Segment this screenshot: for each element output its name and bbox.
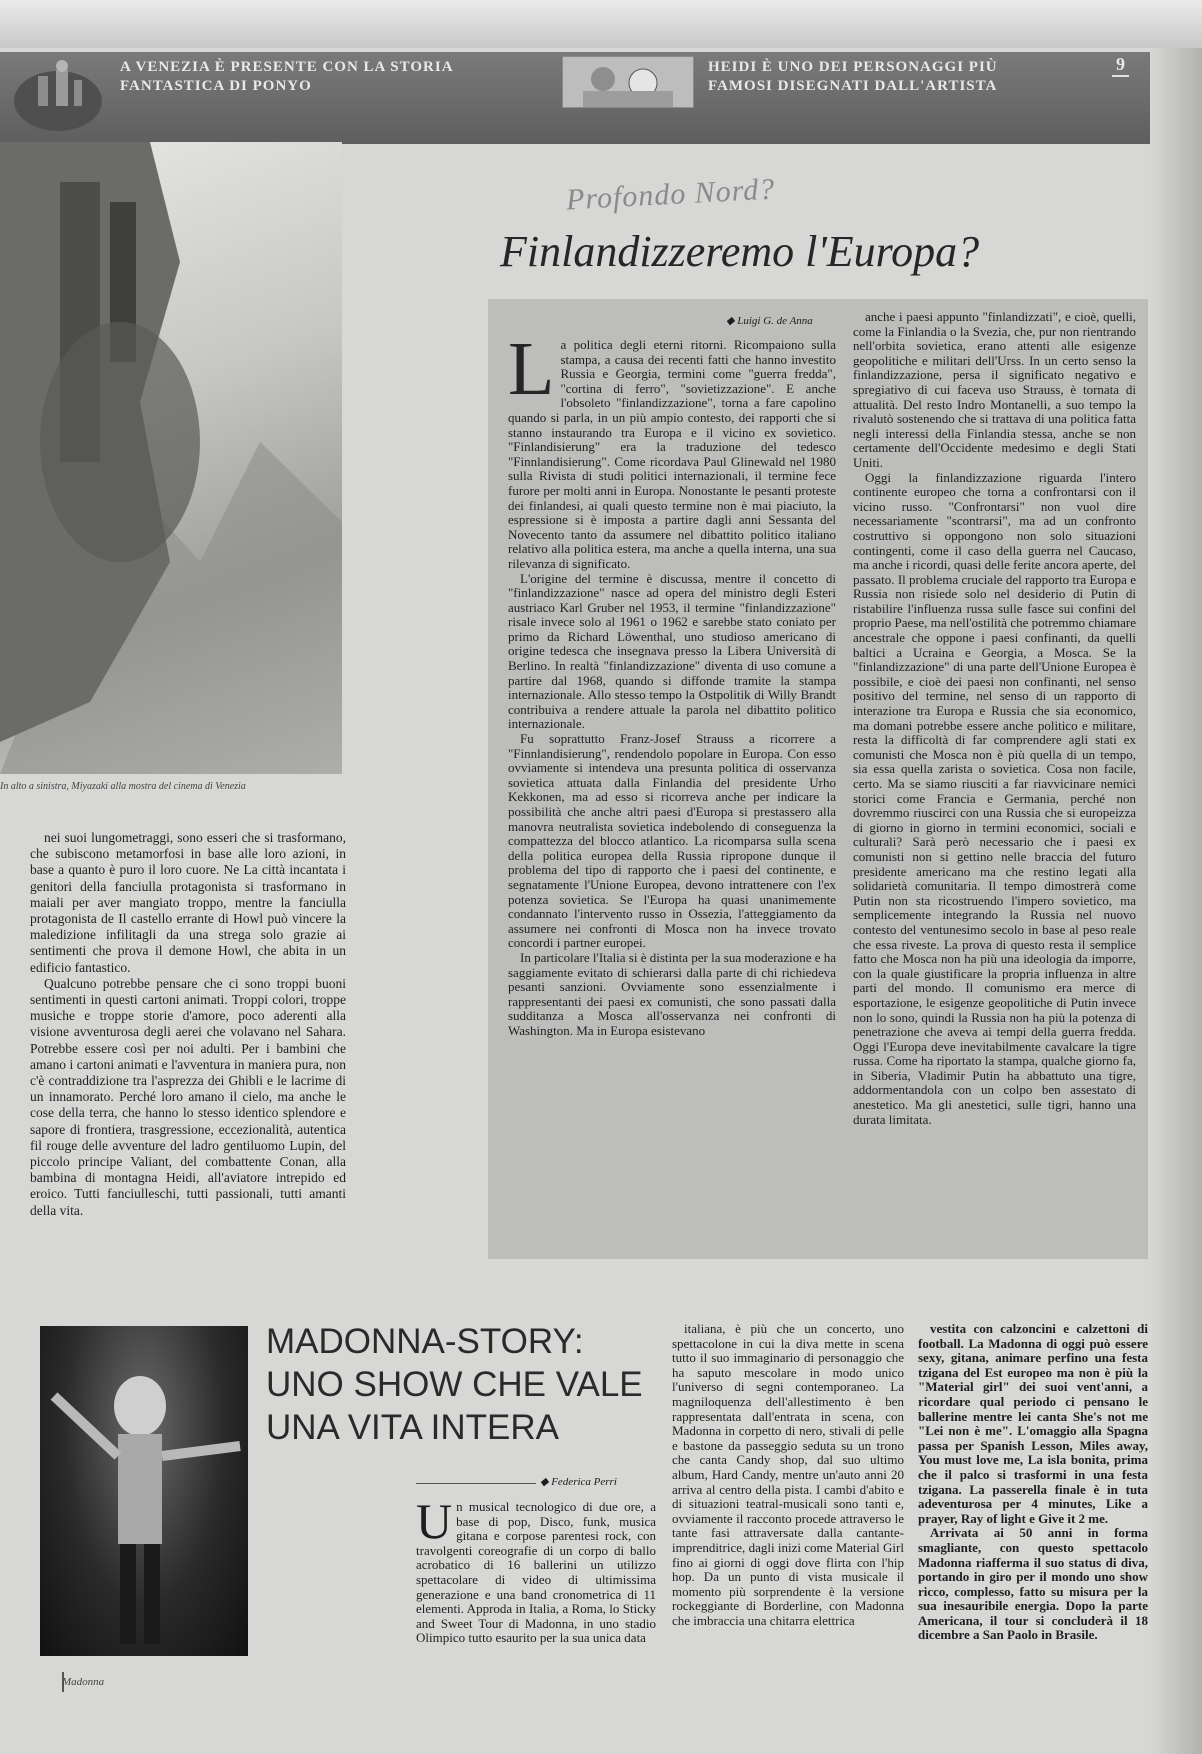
- madonna-column-3: [918, 1322, 1148, 1643]
- headline-line: UNO SHOW CHE VALE: [266, 1365, 643, 1404]
- madonna-column-1: [416, 1493, 656, 1646]
- madonna-paragraph: vestita con calzoncini e calzettoni di football. La Madonna di oggi può essere sexy, gitana, animare perfino una festa tzigana del Est europeo ma non è più la "Material girl" dei suoi vent'anni, a ricordare qual periodo ci pensano le ballerine mentre lei canta She's not me "Lei non è me". L'omaggio alla Spagna passa per Spanish Lesson, Miles away, You must love me, La isla bonita, prima che il palco si trasformi in una festa tzigana. La passerella finale è in tuta adeventurosa per 4 minutes, Like a prayer, Ray of light e Give it 2 me.: [918, 1321, 1148, 1526]
- page-fold: [0, 0, 1202, 48]
- left-paragraph: Qualcuno potrebbe pensare che ci sono troppi buoni sentimenti in questi cartoni animati. Troppi colori, troppe musiche e troppe storie d'amore, poco aderenti alla visione avventurosa degli aerei che volavano nel Sahara. Potrebbe essere così per noi adulti. Per i bambini che amano i cartoni animati e l'avventura in maniera pura, non c'è contraddizione tra l'asprezza dei Ghibli e le lacrime di un innamorato. Perché loro amano il cielo, ma anche le cose della terra, che hanno lo stesso identico splendore e sapore di frontiera, trasgressione, eccezionalità, autentica fil rouge delle avventure del ladro gentiluomo Lupin, del piccolo principe Valiant, del combattente Conan, alla bambina di montagna Heidi, all'aviatore intrepido ed eroico. Tutti fanciulleschi, tutti passionali, tutti amanti della vita.: [30, 975, 346, 1218]
- byline-rule: [416, 1483, 536, 1484]
- drop-cap: L: [508, 327, 555, 411]
- header-left-text: A VENEZIA È PRESENTE CON LA STORIA FANTASTICA DI PONYO: [120, 59, 453, 94]
- heidi-thumbnail: [562, 56, 694, 108]
- article-paragraph: Fu soprattutto Franz-Josef Strauss a ricorrere a "Finnlandisierung", rendendolo popolare in Europa. Con esso ovviamente si intendeva una presunta politica di osservanza sovietica attuata dalla Finlandia del presidente Urho Kekkonen, ma ad esso si ricorreva anche per indicare la possibilità che anche altri paesi d'Europa si prestassero alla manovra neutralista sovietica indebolendo di conseguenza la compattezza del blocco atlantico. La ricomparsa sulla scena della politica europea della Russia ripropone dunque il problema del tipo di rapporto che i paesi del continente, e segnatamente l'Unione Europea, devono intrattenere con l'ex potenza sovietica. Se l'Europa ha quasi unanimemente condannato l'intervento russo in Ossezia, l'atteggiamento da assumere nei confronti di Mosca non ha invece trovato concordi i partner europei.: [508, 731, 836, 951]
- headline-line: UNA VITA INTERA: [266, 1408, 560, 1447]
- left-paragraph: nei suoi lungometraggi, sono esseri che si trasformano, che subiscono metamorfosi in base alle loro azioni, in base a quanto è puro il loro cuore. Ne La città incantata i genitori della fanciulla protagonista si trasformano in maiali per aver mangiato troppo, mentre la fanciulla protagonista de Il castello errante di Howl può vincere la maledizione infilitagli da una strega solo grazie ai sentimenti che prova il demone Howl, che abita in un edificio fantastico.: [30, 830, 346, 975]
- madonna-caption: Madonna: [62, 1676, 105, 1688]
- article-title: Finlandizzeremo l'Europa?: [500, 227, 980, 276]
- page-number: 9: [1112, 54, 1129, 77]
- article-paragraph: In particolare l'Italia si è distinta per la sua moderazione e ha saggiamente evitato di schierarsi dalla parte di chi richiedeva pesanti sanzioni. Ovviamente sono essenzialmente i rappresentanti dei paesi ex comunisti, che sono passati dalla sudditanza a Mosca all'osservanza nei confronti di Washington. Ma in Europa esistevano: [508, 949, 837, 1038]
- article-paragraph: anche i paesi appunto "finlandizzati", e cioè, quelli, come la Finlandia o la Svezia, che, pur non rientrando nell'orbita sovietica, erano attenti alle esigenze geopolitiche e militari dell'Urss. In un certo senso la finlandizzazione, persa il significato negativo e spregiativo di cui faceva uso Strauss, è tornata di attualità. Del resto Indro Montanelli, a suo tempo la rivalutò sostenendo che si trattava di una politica fatta negli interessi della Finlandia stessa, anche se non certamente dell'Occidente medesimo e degli Stati Uniti.: [853, 309, 1136, 470]
- madonna-paragraph: Un musical tecnologico di due ore, a base di pop, Disco, funk, musica gitana e corpose parentesi rock, con travolgenti coreografie di un corpo di ballo acrobatico di 16 ballerini un utilizzo spettacolare di video di ultimissima generazione e una band cronometrica di 11 elementi. Approda in Italia, a Roma, lo Sticky and Sweet Tour di Madonna, in uno stadio Olimpico tutto esaurito per la sua unica data: [416, 1493, 656, 1646]
- article-byline: ◆ Luigi G. de Anna: [726, 315, 813, 327]
- madonna-paragraph: italiana, è più che un concerto, uno spettacolone in cui la diva mette in scena tutto il suo immaginario di personaggio che ha saputo mescolare in modo unico l'universo di segni contemporaneo. La magniloquenza dell'allestimento è ben rappresentata dall'entrata in scena, con Madonna in corpetto di nero, stivali di pelle e bastone da passeggio seduta su un trono che canta Candy shop, dal suo ultimo album, Hard Candy, mentre un'auto anni 20 arriva al centro della pista. I cambi d'abito e di situazioni teatral-musicali sono tanti e, ovviamente il racconto procede attraverso le tante fasi attraversate dalla cantante-imprenditrice, dagli inizi come Material Girl fino ai giorni di oggi dove flirta con l'hip hop. Da un punto di vista musicale il momento più sorprendente è la versione rockeggiante di Borderline, con Madonna che imbraccia una chitarra elettrica: [672, 1321, 904, 1628]
- page-edge-shadow: [1150, 48, 1202, 1754]
- madonna-column-2: [672, 1322, 904, 1628]
- miyazaki-castle-photo: [0, 142, 342, 774]
- section-header: [0, 52, 1150, 144]
- left-column-article: [30, 830, 346, 1219]
- article-column-b: [853, 310, 1136, 1127]
- madonna-byline: ◆ Federica Perri: [540, 1476, 617, 1488]
- drop-cap: U: [416, 1493, 453, 1549]
- article-paragraph: La politica degli eterni ritorni. Ricompaiono sulla stampa, a causa dei recenti fatti che hanno investito Russia e Georgia, termini come "guerra fredda", "cortina di ferro", "sovietizzazione". E anche l'obsoleto "finlandizzazione", torna a fare capolino quando si parla, in un più ampio contesto, dei rapporti che si stanno instaurando tra Europa e il vicino ex sovietico. "Finlandisierung" era la traduzione del tedesco "Finnlandisierung". Come ricordava Paul Glinewald nel 1980 sulla Rivista di studi politici internazionali, il termine fece furore per molti anni in Europa. Nonostante le pesanti proteste dei finlandesi, ai quali questo termine non è mai piaciuto, la espressione si è imposta a partire dagli anni Sessanta del Novecento tanto da assumere nel dibattito politico italiano relativo alla politica estera, ma anche a quella interna, una sua rilevanza di significato.: [508, 327, 836, 571]
- header-right-text: HEIDI È UNO DEI PERSONAGGI PIÙ FAMOSI DISEGNATI DALL'ARTISTA: [708, 59, 998, 94]
- photo-caption-top: In alto a sinistra, Miyazaki alla mostra del cinema di Venezia: [0, 781, 246, 792]
- handwritten-note: Profondo Nord?: [565, 172, 776, 217]
- headline-line: MADONNA-STORY:: [266, 1322, 584, 1361]
- madonna-paragraph: Arrivata ai 50 anni in forma smagliante, con questo spettacolo Madonna riafferma il suo status di diva, portando in giro per il mondo uno show ricco, complesso, fatto su misura per la sua inesauribile energia. Dopo la parte Americana, il tour si concluderà il 18 dicembre a San Paolo in Brasile.: [918, 1525, 1148, 1643]
- article-paragraph: Oggi la finlandizzazione riguarda l'intero continente europeo che torna a confrontarsi con il vicino russo. "Confrontarsi" non vuol dire necessariamente "scontrarsi", ma ad un confronto costruttivo si oppongono non solo situazioni contingenti, come il caso della guerra nel Caucaso, ma anche i ricordi, quasi delle ferite ancora aperte, del passato. Il problema cruciale del rapporto tra Europa e Russia non risiede solo nel desiderio di Putin di ristabilire l'influenza russa sulle fasce sui confini del proprio Paese, ma nell'ostilità che potremmo chiamare ancestrale che oppone i paesi confinanti, da quelli baltici a Ucraina e Georgia, a Mosca. Se la "finlandizzazione" di una parte dell'Unione Europea è possibile, e cioè dei paesi non confinanti, nel senso positivo del termine, nel senso di un rapporto di interazione tra Europa e Russia che sia economico, ma domani potrebbe essere anche politico e militare, resta la difficoltà di far comprendere agli stati ex comunisti che Mosca non è più quella di un tempo, sia essa quella zarista o sovietica. Cosa non facile, certo. Ma se siamo riusciti a far riavvicinare nemici storici come Francia e Germania, perché non dovremmo riuscirci con una Russia che si europeizza di giorno in giorno in termini economici, sociali e culturali? Sarà però necessario che i paesi ex comunisti non si gettino nelle braccia del futuro presidente americano ma che restino legati alla solidarietà comunitaria. Il tempo dimostrerà come Putin non sta ricostruendo l'impero sovietico, ma semplicemente integrando la Russia nel nuovo contesto del ventunesimo secolo in base al peso reale che essa riveste. La prova di questo resta il semplice fatto che Mosca non ha più una ideologia da imporre, con la quale giustificare la propria influenza in altre parti del mondo. Il comunismo era merce di esportazione, le esigenze geopolitiche di Putin invece non lo sono, quindi la Russia non ha più la potenza di penetrazione che aveva ai tempi della guerra fredda. Oggi l'Europa deve inevitabilmente cavalcare la tigre russa. Come ha riportato la stampa, qualche giorno fa, in Siberia, Vladimir Putin ha abbattuto una tigre, addormentandola con un colpo ben assestato di anestetico. Ma gli anestetici, sulle tigri, hanno una durata limitata.: [853, 469, 1136, 1127]
- castle-illustration-icon: [8, 56, 108, 136]
- madonna-photo: [40, 1326, 248, 1656]
- madonna-headline: [266, 1320, 646, 1449]
- article-column-a: [508, 327, 837, 1039]
- article-paragraph: L'origine del termine è discussa, mentre il concetto di "finlandizzazione" nasce ad opera del ministro degli Esteri austriaco Karl Gruber nel 1953, il termine "finlandizzazione" risale invece solo al 1961 o 1962 e sarebbe stato coniato per primo da Richard Löwenthal, uno studioso americano di origine tedesca che insegnava presso la Libera Università di Berlino. In realtà "finlandizzazione" diventa di uso comune a partire dal 1968, quando si diffonde tramite la stampa internazionale. Allo stesso tempo la Ostpolitik di Willy Brandt contribuiva a rendere attuale la parola nel dibattito politico internazionale.: [508, 570, 836, 732]
